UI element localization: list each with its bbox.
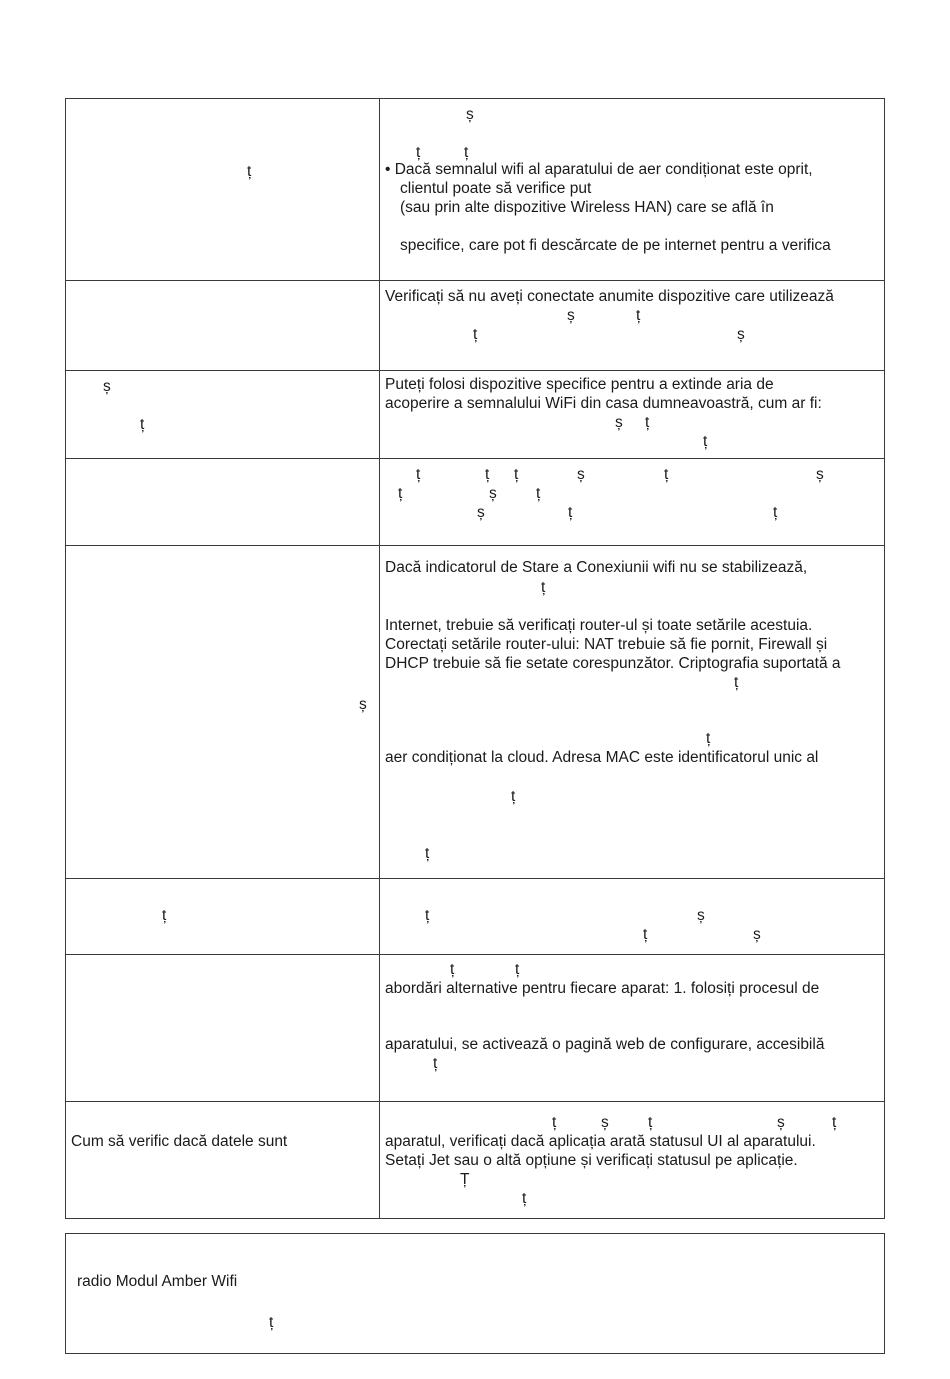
answer-char: ț — [648, 1114, 653, 1131]
answer-char: ș — [753, 926, 761, 943]
answer-cell — [380, 281, 884, 370]
answer-char: ț — [450, 961, 455, 978]
question-char: ș — [359, 696, 367, 713]
answer-char: ț — [568, 504, 573, 521]
table-row — [66, 955, 884, 1102]
answer-char: ț — [515, 961, 520, 978]
question-char: ț — [140, 416, 145, 433]
question-cell — [66, 459, 380, 545]
faq-table — [65, 98, 885, 1219]
question-cell — [66, 371, 380, 458]
answer-char: ț — [773, 504, 778, 521]
answer-char: ț — [645, 414, 650, 431]
table-row — [66, 879, 884, 955]
answer-cell — [380, 99, 884, 280]
question-char: ț — [162, 907, 167, 924]
answer-line: aparatului, se activează o pagină web de configurare, accesibilă — [385, 1036, 825, 1053]
table-row — [66, 99, 884, 281]
question-char: ș — [103, 378, 111, 395]
table-row — [66, 546, 884, 879]
answer-char: ț — [643, 926, 648, 943]
answer-char: ș — [489, 485, 497, 502]
answer-cell — [380, 371, 884, 458]
answer-char: ț — [832, 1114, 837, 1131]
answer-line: specifice, care pot fi descărcate de pe internet pentru a verifica — [400, 237, 831, 254]
answer-cell — [380, 459, 884, 545]
answer-char: ț — [464, 144, 469, 161]
answer-line: acoperire a semnalului WiFi din casa dumneavoastră, cum ar fi: — [385, 395, 822, 412]
answer-char: ș — [816, 466, 824, 483]
answer-char: ș — [697, 907, 705, 924]
table-row — [66, 1102, 884, 1218]
table-row — [66, 281, 884, 371]
answer-char: ț — [734, 674, 739, 691]
answer-char: ș — [737, 326, 745, 343]
answer-char: ț — [706, 730, 711, 747]
answer-char: ț — [398, 485, 403, 502]
answer-cell — [380, 546, 884, 878]
answer-char: ț — [664, 466, 669, 483]
question-cell — [66, 955, 380, 1101]
answer-cell — [380, 879, 884, 954]
answer-char: ș — [466, 106, 474, 123]
answer-line: Setați Jet sau o altă opțiune și verificați statusul pe aplicație. — [385, 1152, 798, 1169]
answer-char: ț — [485, 466, 490, 483]
answer-line: Verificați să nu aveți conectate anumite dispozitive care utilizează — [385, 288, 834, 305]
answer-line: DHCP trebuie să fie setate corespunzător. Criptografia suportată a — [385, 655, 841, 672]
answer-line: aer condiționat la cloud. Adresa MAC este identificatorul unic al — [385, 749, 819, 766]
question-cell — [66, 546, 380, 878]
answer-char: ș — [601, 1114, 609, 1131]
answer-cell — [380, 955, 884, 1101]
answer-char: ț — [552, 1114, 557, 1131]
answer-line: abordări alternative pentru fiecare aparat: 1. folosiți procesul de — [385, 980, 820, 997]
answer-char: ș — [477, 504, 485, 521]
answer-char: ț — [514, 466, 519, 483]
answer-char: ț — [416, 144, 421, 161]
answer-char: Ț — [460, 1171, 470, 1188]
answer-char: ț — [425, 907, 430, 924]
note-box — [65, 1233, 885, 1354]
answer-line: Internet, trebuie să verificați router-ul și toate setările acestuia. — [385, 617, 813, 634]
answer-char: ș — [577, 466, 585, 483]
answer-line: Corectați setările router-ului: NAT trebuie să fie pornit, Firewall și — [385, 636, 828, 653]
question-cell — [66, 99, 380, 280]
answer-line: aparatul, verificați dacă aplicația arată statusul UI al aparatului. — [385, 1133, 816, 1150]
table-row — [66, 459, 884, 546]
note-char: ț — [269, 1314, 274, 1331]
answer-line: Puteți folosi dispozitive specifice pentru a extinde aria de — [385, 376, 774, 393]
question-char: ț — [247, 163, 252, 180]
answer-line: clientul poate să verifice put — [400, 180, 592, 197]
answer-char: ț — [425, 845, 430, 862]
answer-char: ț — [433, 1055, 438, 1072]
answer-line: Dacă indicatorul de Stare a Conexiunii wifi nu se stabilizează, — [385, 559, 808, 576]
answer-char: ș — [615, 414, 623, 431]
answer-char: ț — [703, 433, 708, 450]
note-text: radio Modul Amber Wifi — [77, 1273, 238, 1290]
answer-line: • Dacă semnalul wifi al aparatului de aer condiționat este oprit, — [385, 161, 813, 178]
answer-char: ș — [777, 1114, 785, 1131]
question-cell — [66, 879, 380, 954]
answer-char: ț — [522, 1190, 527, 1207]
answer-char: ț — [636, 307, 641, 324]
question-cell — [66, 281, 380, 370]
answer-char: ț — [473, 326, 478, 343]
answer-char: ț — [536, 485, 541, 502]
answer-cell — [380, 1102, 884, 1218]
answer-char: ț — [541, 579, 546, 596]
answer-char: ș — [567, 307, 575, 324]
answer-char: ț — [416, 466, 421, 483]
question-text: Cum să verific dacă datele sunt — [71, 1133, 288, 1150]
question-cell — [66, 1102, 380, 1218]
answer-char: ț — [511, 788, 516, 805]
answer-line: (sau prin alte dispozitive Wireless HAN) care se află în — [400, 199, 774, 216]
table-row — [66, 371, 884, 459]
